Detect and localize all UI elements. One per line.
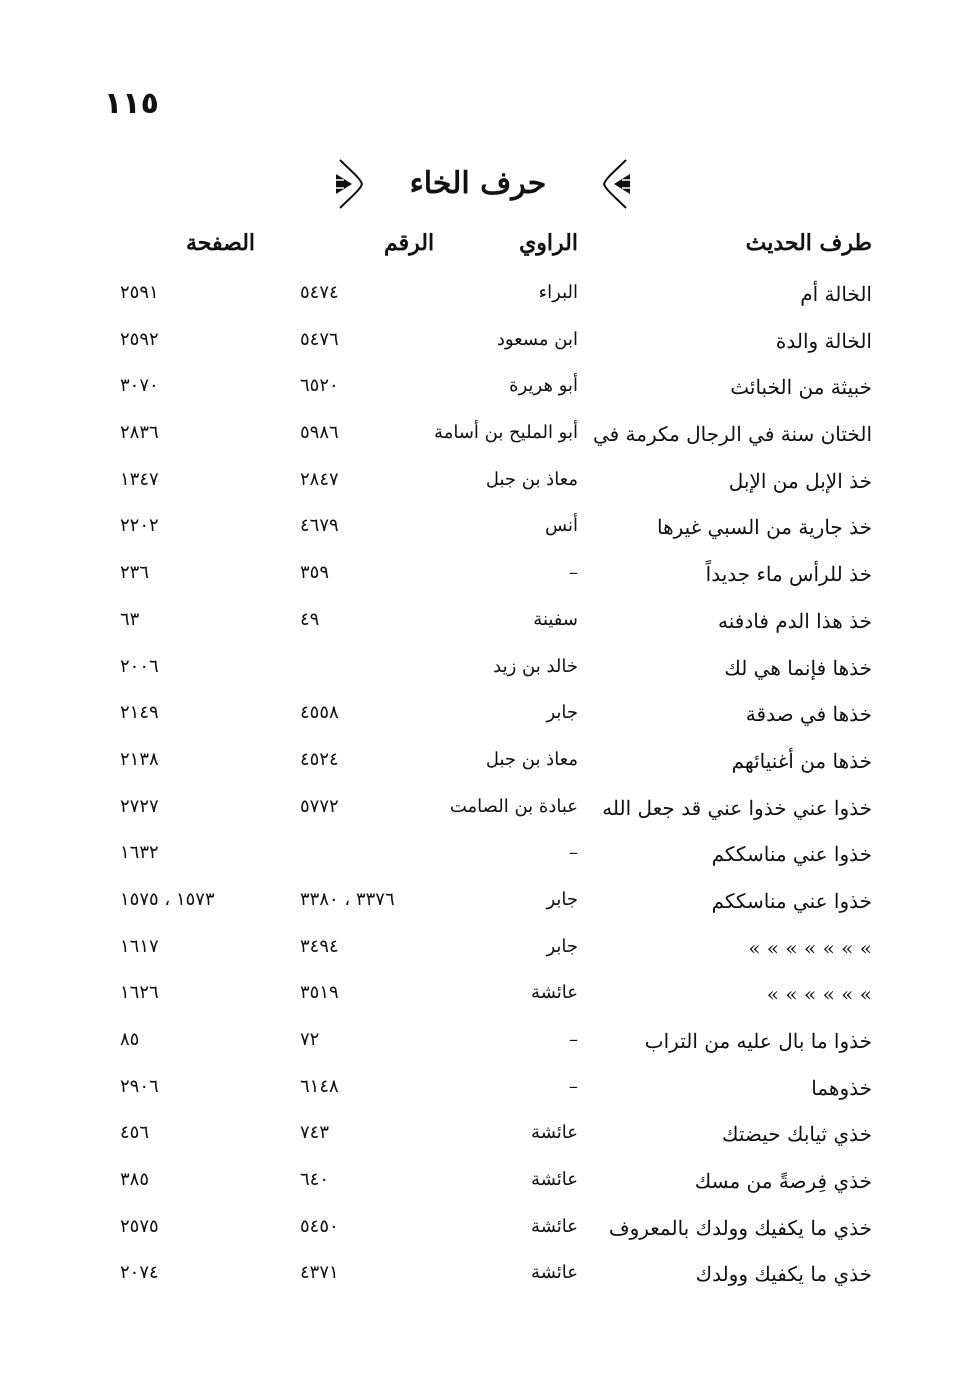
table-row [0, 1252, 956, 1299]
row-text: خذوا عني خذوا عني قد جعل الله [602, 795, 872, 820]
row-text: الخالة أم [800, 282, 872, 306]
row-text: خذها في صدقة [745, 702, 872, 727]
row-number: ٦٥٢٠ [300, 375, 339, 397]
row-narrator: أنس [545, 515, 578, 537]
row-number: ٣٤٩٤ [300, 935, 339, 957]
row-page: ١٦٢٦ [120, 982, 159, 1004]
row-page: ٣٨٥ [120, 1169, 150, 1191]
row-number: ٢٨٤٧ [300, 468, 339, 490]
row-text: خذ هذا الدم فادفنه [718, 608, 872, 633]
row-narrator: – [569, 1075, 578, 1097]
row-narrator: ابن مسعود [496, 328, 578, 350]
row-narrator: جابر [546, 702, 578, 724]
table-header [0, 222, 956, 272]
row-number: ٥٤٧٤ [300, 282, 339, 303]
row-page: ٢٥٩٢ [120, 328, 159, 350]
row-page: ٢٣٦ [120, 562, 150, 584]
table-row [0, 739, 956, 786]
row-narrator: عائشة [531, 1169, 578, 1191]
row-narrator: – [569, 562, 578, 584]
row-page: ٢٩٠٦ [120, 1075, 159, 1097]
row-narrator: عائشة [531, 1122, 578, 1144]
table-row [0, 646, 956, 693]
row-page: ٢١٣٨ [120, 748, 159, 770]
row-text: خبيثة من الخبائث [730, 375, 872, 400]
table-row [0, 786, 956, 833]
row-text: خذوا عني مناسككم [711, 888, 872, 913]
row-number: ٧٤٣ [300, 1122, 330, 1144]
row-page: ٢٥٩١ [120, 282, 159, 303]
row-text: الخالة والدة [775, 328, 872, 353]
row-narrator: عبادة بن الصامت [449, 795, 578, 817]
section-heading [0, 152, 956, 216]
row-narrator: خالد بن زيد [493, 655, 578, 677]
table-row [0, 972, 956, 1019]
table-row [0, 1112, 956, 1159]
page-number: ١١٥ [104, 86, 159, 121]
row-number: ٤٥٥٨ [300, 702, 339, 724]
row-narrator: سفينة [533, 608, 578, 630]
row-page: ١٦٣٢ [120, 842, 159, 864]
row-number: ٤٦٧٩ [300, 515, 339, 537]
row-text: خذ للرأس ماء جديداً [705, 562, 872, 587]
row-number: ٤٣٧١ [300, 1262, 339, 1284]
header-number: الرقم [384, 230, 435, 256]
row-text: خذي ما يكفيك وولدك [695, 1262, 872, 1287]
row-narrator: البراء [538, 282, 578, 303]
row-narrator: جابر [546, 935, 578, 957]
row-text: خذ جارية من السبي غيرها [657, 515, 872, 540]
row-page: ٢٠٠٦ [120, 655, 159, 677]
table-row [0, 926, 956, 973]
row-text: خذوا ما بال عليه من التراب [644, 1029, 872, 1053]
row-text: » » » » » » [766, 982, 872, 1007]
table-row [0, 552, 956, 599]
row-narrator: معاذ بن جبل [485, 748, 578, 770]
header-page: الصفحة [186, 230, 256, 256]
row-narrator: عائشة [531, 982, 578, 1004]
row-number: ٥٤٧٦ [300, 328, 339, 350]
row-page: ٨٥ [120, 1029, 140, 1050]
row-text: خذي فِرصةً من مسك [694, 1169, 872, 1194]
table-row [0, 692, 956, 739]
table-row [0, 365, 956, 412]
row-narrator: – [569, 1029, 578, 1050]
row-number: ٣٥١٩ [300, 982, 339, 1004]
row-number: ٥٧٧٢ [300, 795, 339, 817]
ornament-left-icon [332, 158, 366, 210]
table-row [0, 319, 956, 366]
row-page: ٢٨٣٦ [120, 422, 159, 444]
row-text: » » » » » » » [748, 935, 872, 960]
row-text: خذ الإبل من الإبل [728, 468, 872, 493]
row-text: خذي ما يكفيك وولدك بالمعروف [608, 1215, 872, 1240]
row-narrator: عائشة [531, 1262, 578, 1284]
row-text: خذها فإنما هي لك [724, 655, 872, 680]
row-text: خذوا عني مناسككم [711, 842, 872, 867]
row-page: ٣٠٧٠ [120, 375, 159, 397]
row-text: خذوهما [811, 1075, 872, 1100]
row-page: ٢٧٢٧ [120, 795, 159, 817]
row-number: ٦١٤٨ [300, 1075, 339, 1097]
row-number: ٥٤٥٠ [300, 1215, 339, 1237]
row-number: ٣٣٧٦ ، ٣٣٨٠ [300, 888, 395, 910]
header-text: طرف الحديث [745, 230, 872, 256]
section-title: حرف الخاء [409, 166, 547, 201]
row-number: ٤٥٢٤ [300, 748, 339, 770]
header-narrator: الراوي [519, 230, 578, 256]
table-row [0, 459, 956, 506]
table-row [0, 412, 956, 459]
row-page: ٢١٤٩ [120, 702, 159, 724]
row-page: ٢٥٧٥ [120, 1215, 159, 1237]
hadith-index-table [0, 222, 956, 1299]
row-narrator: – [569, 842, 578, 864]
row-number: ٣٥٩ [300, 562, 330, 584]
row-page: ٤٥٦ [120, 1122, 150, 1144]
table-row [0, 832, 956, 879]
row-narrator: جابر [546, 888, 578, 910]
row-number: ٦٤٠ [300, 1169, 330, 1191]
row-page: ١٦١٧ [120, 935, 159, 957]
table-row [0, 1019, 956, 1066]
row-text: خذها من أغنيائهم [731, 748, 872, 773]
row-narrator: أبو هريرة [509, 375, 578, 397]
row-text: خذي ثيابك حيضتك [722, 1122, 872, 1147]
row-number: ٤٩ [300, 608, 320, 630]
row-narrator: عائشة [531, 1215, 578, 1237]
table-body [0, 272, 956, 1299]
row-text: الختان سنة في الرجال مكرمة في [592, 422, 872, 447]
row-number: ٥٩٨٦ [300, 422, 339, 444]
ornament-right-icon [600, 158, 634, 210]
table-row [0, 1206, 956, 1253]
row-narrator: أبو المليح بن أسامة [434, 422, 578, 444]
row-page: ٢٠٧٤ [120, 1262, 159, 1284]
table-row [0, 879, 956, 926]
row-narrator: معاذ بن جبل [485, 468, 578, 490]
table-row [0, 599, 956, 646]
table-row [0, 1159, 956, 1206]
table-row [0, 272, 956, 319]
row-number: ٧٢ [300, 1029, 320, 1050]
row-page: ٦٣ [120, 608, 140, 630]
table-row [0, 1066, 956, 1113]
row-page: ٢٢٠٢ [120, 515, 159, 537]
table-row [0, 505, 956, 552]
row-page: ١٣٤٧ [120, 468, 159, 490]
row-page: ١٥٧٣ ، ١٥٧٥ [120, 888, 215, 910]
